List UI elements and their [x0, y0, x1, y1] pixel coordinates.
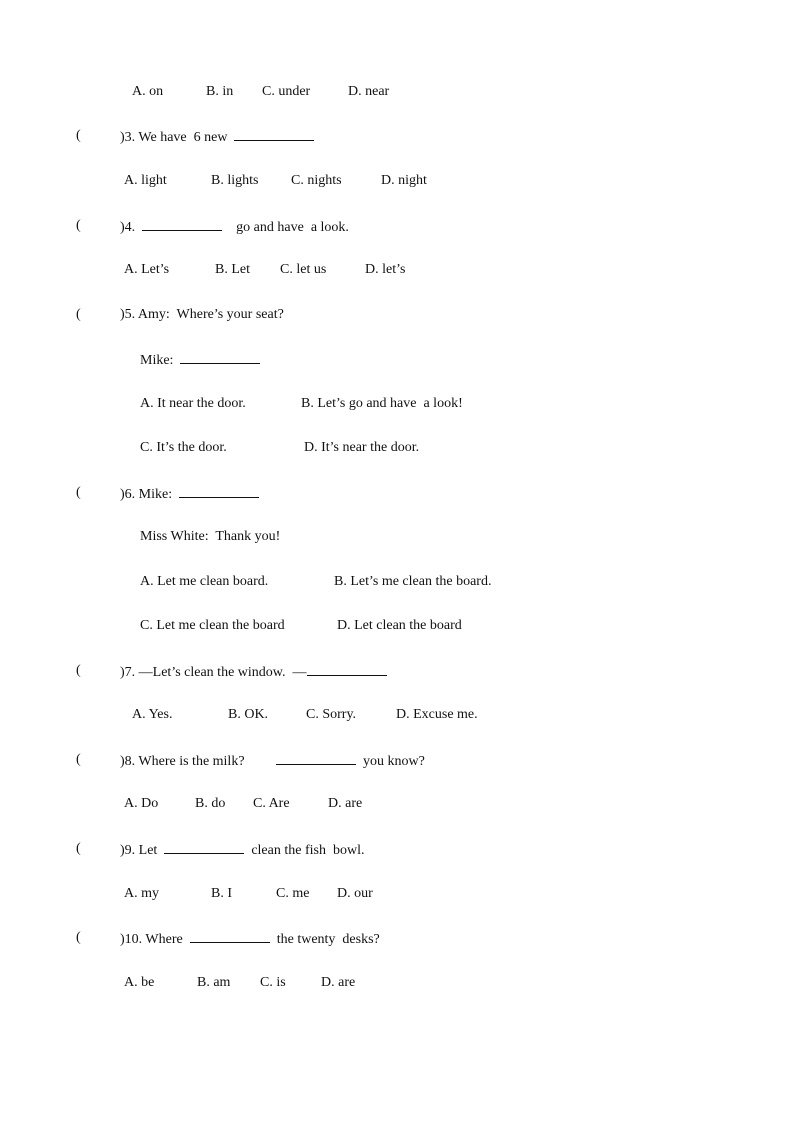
q5-option-d: D. It’s near the door. — [304, 440, 420, 455]
q4-blank[interactable] — [142, 217, 222, 231]
q7-option-c: C. Sorry. — [306, 707, 357, 722]
q8-blank[interactable] — [276, 751, 356, 765]
q9-option-b: B. I — [211, 886, 232, 901]
q6-stem: )6. Mike: — [120, 484, 259, 504]
q3-answer-paren[interactable]: ( — [76, 128, 81, 143]
q6-option-d: D. Let clean the board — [337, 618, 462, 633]
q9-option-d: D. our — [337, 886, 373, 901]
q5-option-a: A. It near the door. — [140, 396, 246, 411]
q8-option-a: A. Do — [124, 796, 159, 811]
q5-stem: )5. Amy: Where’s your seat? — [120, 307, 284, 322]
q4-option-d: D. let’s — [365, 262, 406, 277]
q7-answer-paren[interactable]: ( — [76, 663, 81, 678]
q7-blank[interactable] — [307, 662, 387, 676]
q4-option-c: C. let us — [280, 262, 327, 277]
q3-blank[interactable] — [234, 127, 314, 141]
q5-blank[interactable] — [180, 350, 260, 364]
q2-option-a: A. on — [132, 84, 164, 99]
q4-option-a: A. Let’s — [124, 262, 170, 277]
q4-stem: )4. go and have a look. — [120, 217, 349, 237]
q4-answer-paren[interactable]: ( — [76, 218, 81, 233]
q8-option-c: C. Are — [253, 796, 290, 811]
q8-stem: )8. Where is the milk? you know? — [120, 751, 425, 771]
q3-option-d: D. night — [381, 173, 427, 188]
q10-stem: )10. Where the twenty desks? — [120, 929, 380, 949]
q6-option-c: C. Let me clean the board — [140, 618, 285, 633]
q10-option-d: D. are — [321, 975, 356, 990]
q6-option-b: B. Let’s me clean the board. — [334, 574, 492, 589]
q2-option-c: C. under — [262, 84, 311, 99]
q9-answer-paren[interactable]: ( — [76, 841, 81, 856]
q9-blank[interactable] — [164, 840, 244, 854]
q10-answer-paren[interactable]: ( — [76, 930, 81, 945]
q5-option-c: C. It’s the door. — [140, 440, 227, 455]
q3-stem: )3. We have 6 new — [120, 127, 314, 147]
q5-speaker: Mike: — [140, 350, 260, 370]
q5-option-b: B. Let’s go and have a look! — [301, 396, 463, 411]
q6-blank[interactable] — [179, 484, 259, 498]
q7-stem: )7. —Let’s clean the window. — — [120, 662, 387, 682]
q3-option-c: C. nights — [291, 173, 342, 188]
q3-option-a: A. light — [124, 173, 167, 188]
q6-option-a: A. Let me clean board. — [140, 574, 269, 589]
q3-option-b: B. lights — [211, 173, 259, 188]
q9-option-a: A. my — [124, 886, 159, 901]
q4-option-b: B. Let — [215, 262, 250, 277]
q10-option-a: A. be — [124, 975, 155, 990]
q10-blank[interactable] — [190, 929, 270, 943]
q10-option-b: B. am — [197, 975, 231, 990]
q7-option-d: D. Excuse me. — [396, 707, 478, 722]
q5-answer-paren[interactable]: ( — [76, 307, 81, 322]
q8-answer-paren[interactable]: ( — [76, 752, 81, 767]
q6-reply: Miss White: Thank you! — [140, 529, 281, 544]
q9-stem: )9. Let clean the fish bowl. — [120, 840, 364, 860]
q8-option-b: B. do — [195, 796, 226, 811]
q6-answer-paren[interactable]: ( — [76, 485, 81, 500]
q7-option-b: B. OK. — [228, 707, 269, 722]
q10-option-c: C. is — [260, 975, 286, 990]
q2-option-b: B. in — [206, 84, 234, 99]
q9-option-c: C. me — [276, 886, 310, 901]
q2-option-d: D. near — [348, 84, 390, 99]
q7-option-a: A. Yes. — [132, 707, 173, 722]
q8-option-d: D. are — [328, 796, 363, 811]
